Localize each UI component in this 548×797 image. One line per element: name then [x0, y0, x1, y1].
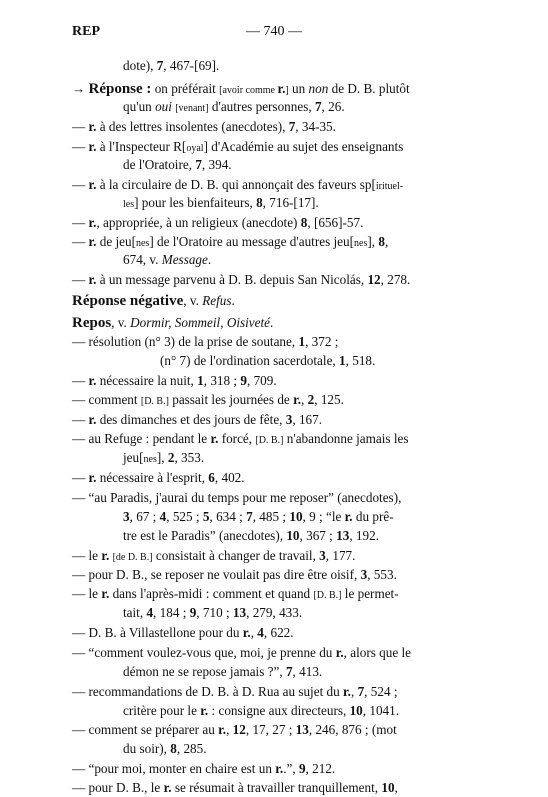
index-text: — pour D. B., le — [72, 780, 164, 795]
index-text: , 394. — [201, 157, 232, 172]
index-text: 8 — [378, 234, 385, 249]
index-text: , — [394, 780, 398, 795]
index-line — [72, 547, 548, 565]
index-text: , 279, 433. — [246, 605, 303, 620]
index-text: — résolution (n° 3) de la prise de soutane, — [72, 334, 299, 349]
index-text: , 553. — [367, 567, 397, 582]
index-text: 6 — [208, 470, 215, 485]
index-text: , 125. — [314, 392, 344, 407]
running-head: REP — [72, 24, 100, 39]
index-text: , 485 ; — [252, 509, 290, 524]
index-line — [72, 118, 548, 136]
index-line — [123, 156, 548, 174]
index-text: , — [226, 722, 233, 737]
index-text: 7 — [357, 684, 365, 699]
index-line — [123, 57, 548, 75]
index-text: , 212. — [305, 761, 336, 776]
index-text: , 413. — [292, 664, 323, 679]
index-text: 1 — [339, 353, 346, 368]
index-text: r. — [88, 234, 97, 249]
index-text: à l'Inspecteur R[ — [96, 139, 187, 154]
index-text: , 525 ; — [166, 509, 203, 524]
index-text: , 467-[69]. — [163, 58, 220, 73]
index-line — [72, 233, 548, 251]
index-text: r. — [88, 470, 97, 485]
index-text: r. — [88, 373, 97, 388]
index-text: 8 — [256, 195, 263, 210]
index-line — [72, 214, 548, 232]
index-text: — comment — [72, 392, 141, 407]
index-line — [160, 352, 548, 370]
index-text: 10 — [286, 528, 300, 543]
index-text: , 710 ; — [196, 605, 233, 620]
index-text: 9 — [240, 373, 247, 388]
index-text: , 177. — [325, 548, 356, 563]
index-text: , v. — [183, 293, 203, 308]
index-text: [D. B.] — [255, 435, 284, 446]
index-line — [72, 80, 548, 98]
index-text: , 67 ; — [129, 509, 160, 524]
index-text: un — [288, 81, 309, 96]
index-text: nes — [354, 238, 368, 249]
index-text: — “pour moi, monter en chaire est un — [72, 761, 276, 776]
index-text: tait, — [123, 605, 147, 620]
index-text: Réponse : — [88, 81, 152, 97]
index-text: 7 — [314, 99, 322, 114]
index-text: [venant] — [175, 103, 209, 114]
index-line — [123, 508, 548, 526]
index-text: 3 — [360, 567, 368, 582]
index-text: , 34-35. — [295, 119, 336, 134]
index-text: r. — [163, 780, 172, 795]
index-line — [72, 430, 548, 448]
index-text: r. — [218, 722, 227, 737]
index-text: 4 — [146, 605, 154, 620]
index-text: r. — [210, 431, 219, 446]
index-text: 13 — [336, 528, 350, 543]
index-text: — pour D. B., se reposer ne voulait pas dire être oisif, — [72, 567, 361, 582]
index-line — [123, 527, 548, 545]
index-text: , 709. — [246, 373, 277, 388]
index-text: — D. B. à Villastellone pour du — [72, 625, 243, 640]
index-text: des dimanches et des jours de fête, — [96, 412, 286, 427]
index-text: , 1041. — [362, 703, 400, 718]
index-line — [72, 683, 548, 701]
index-text: nes — [135, 238, 150, 249]
index-text: ] de l'Oratoire au message d'autres jeu[ — [149, 234, 355, 249]
index-text: — — [72, 119, 89, 134]
index-text: se résumait à travailler tranquillement, — [171, 780, 382, 795]
index-text: 7 — [156, 58, 164, 73]
index-line — [72, 411, 548, 429]
index-text: r. — [335, 645, 344, 660]
index-text: ] pour les bienfaiteurs, — [134, 195, 257, 210]
index-text: nécessaire la nuit, — [96, 373, 198, 388]
index-text: r. — [88, 177, 97, 192]
index-text: 13 — [232, 605, 247, 620]
index-text: , 353. — [174, 450, 205, 465]
index-line — [72, 271, 548, 289]
index-line — [72, 314, 548, 332]
index-text: [D. B.] — [313, 590, 342, 601]
index-text: irituel- — [375, 181, 404, 192]
index-text: (n° 7) de l'ordination sacerdotale, — [160, 353, 340, 368]
index-text: 13 — [295, 722, 309, 737]
index-text: , 622. — [263, 625, 294, 640]
index-text: ] — [285, 85, 289, 96]
index-text: r. — [88, 139, 97, 154]
index-line — [123, 251, 548, 269]
index-text: , 402. — [214, 470, 245, 485]
index-text: — — [72, 373, 89, 388]
index-text: oyal — [186, 143, 204, 154]
index-text: 7 — [195, 157, 202, 172]
index-text: , 167. — [292, 412, 323, 427]
index-text: à un message parvenu à D. B. depuis San Nicolás, — [96, 272, 368, 287]
index-text: consistait à changer de travail, — [152, 548, 320, 563]
index-text: ], — [367, 234, 379, 249]
index-text: 10 — [289, 509, 303, 524]
index-text: de l'Oratoire, — [123, 157, 196, 172]
index-text: — — [72, 412, 89, 427]
index-text: dote), — [123, 58, 157, 73]
index-line — [72, 138, 548, 156]
index-text: r. — [242, 625, 251, 640]
page-header — [72, 24, 476, 44]
index-text: jeu[ — [123, 450, 144, 465]
index-line — [72, 721, 548, 739]
index-line — [123, 604, 548, 622]
index-text: non — [308, 81, 329, 96]
index-text: 4 — [159, 509, 167, 524]
index-text: — — [72, 177, 89, 192]
index-text: nes — [143, 454, 157, 465]
index-text: r. — [344, 509, 353, 524]
page-number: — 740 — — [246, 24, 302, 39]
index-text: , [656]-57. — [307, 215, 364, 230]
index-text: de jeu[ — [96, 234, 136, 249]
index-text: — — [72, 272, 89, 287]
index-text: r. — [88, 119, 97, 134]
index-text: 7 — [246, 509, 253, 524]
index-text: , 518. — [345, 353, 376, 368]
index-text: — au Refuge : pendant le — [72, 431, 211, 446]
index-text: dans l'après-midi : comment et quand — [109, 586, 314, 601]
index-text: forcé, — [218, 431, 256, 446]
index-line — [72, 372, 548, 390]
index-text: 8 — [170, 741, 177, 756]
index-text: , 716-[17]. — [262, 195, 319, 210]
index-text: : consigne aux directeurs, — [208, 703, 350, 718]
index-text: , 9 ; “le — [302, 509, 345, 524]
index-text: — — [72, 234, 89, 249]
index-text: Message — [161, 252, 208, 267]
index-text: , 278. — [380, 272, 411, 287]
index-line — [72, 644, 548, 662]
index-text: .”, — [283, 761, 299, 776]
index-text: , 524 ; — [364, 684, 398, 699]
index-text: , — [250, 625, 258, 640]
index-text: 10 — [381, 780, 395, 795]
index-line — [123, 449, 548, 467]
index-text: , 26. — [321, 99, 345, 114]
index-line — [72, 176, 548, 194]
index-text: — recommandations de D. B. à D. Rua au sujet du — [72, 684, 344, 699]
index-text: 7 — [285, 664, 293, 679]
index-text: tre est le Paradis” (anecdotes), — [123, 528, 287, 543]
index-line — [123, 740, 548, 758]
index-line — [72, 566, 548, 584]
index-text: , v. — [111, 315, 131, 330]
index-text: r. — [343, 684, 351, 699]
index-text: Refus — [202, 293, 232, 308]
index-text: , 192. — [349, 528, 379, 543]
index-text: n'abandonne jamais les — [283, 431, 409, 446]
index-text: r. — [101, 586, 110, 601]
index-text: du prê- — [352, 509, 394, 524]
index-text: , 184 ; — [153, 605, 190, 620]
index-text: , — [384, 234, 389, 249]
index-text: 10 — [349, 703, 363, 718]
index-text: r. — [88, 215, 97, 230]
index-text: ], — [156, 450, 168, 465]
index-line — [72, 333, 548, 351]
index-line — [72, 779, 548, 797]
index-text: 3 — [285, 412, 293, 427]
index-text: Réponse négative — [72, 293, 184, 309]
index-text: 12 — [232, 722, 246, 737]
index-line — [123, 663, 548, 681]
index-text: 5 — [202, 509, 210, 524]
index-text: , — [350, 684, 358, 699]
index-line — [72, 624, 548, 642]
index-text: qu'un — [123, 99, 156, 114]
index-text: 3 — [123, 509, 130, 524]
index-line — [72, 469, 548, 487]
index-text: r. — [200, 703, 209, 718]
index-text: — le — [72, 548, 102, 563]
index-text: oui — [155, 99, 172, 114]
index-text: , appropriée, à un religieux (anecdote) — [96, 215, 301, 230]
index-text: Repos — [72, 315, 112, 331]
index-text: 9 — [298, 761, 306, 776]
index-text: d'autres personnes, — [208, 99, 315, 114]
index-line — [72, 760, 548, 778]
index-text: r. — [275, 761, 284, 776]
index-text: le permet- — [341, 586, 399, 601]
index-text: — “comment voulez-vous que, moi, je prenne du — [72, 645, 336, 660]
index-text: , 367 ; — [299, 528, 337, 543]
index-text: r. — [88, 412, 97, 427]
index-text: , alors que le — [343, 645, 412, 660]
index-text: on préférait — [151, 81, 220, 96]
index-text: ] d'Académie au sujet des enseignants — [203, 139, 404, 154]
index-text: 2 — [307, 392, 315, 407]
index-text: — — [72, 215, 89, 230]
index-text: — le — [72, 586, 102, 601]
index-text: Dormir, Sommeil, Oisiveté — [130, 315, 271, 330]
index-text: r. — [277, 81, 286, 96]
index-text: — — [72, 470, 89, 485]
index-text: 8 — [300, 215, 308, 230]
index-text: passait les journées de — [168, 392, 294, 407]
index-text: 3 — [319, 548, 326, 563]
index-text: , — [301, 392, 308, 407]
index-line — [123, 702, 548, 720]
index-text: r. — [101, 548, 110, 563]
index-text: [avoir comme — [219, 85, 278, 96]
index-text: , 285. — [176, 741, 207, 756]
index-text: 12 — [367, 272, 381, 287]
index-text: — “au Paradis, j'aurai du temps pour me reposer” (anecdotes), — [72, 490, 402, 505]
index-line — [72, 391, 548, 409]
index-line — [72, 585, 548, 603]
index-line — [72, 489, 548, 507]
index-text: critère pour le — [123, 703, 201, 718]
index-text: 1 — [298, 334, 306, 349]
index-text: 9 — [189, 605, 197, 620]
index-line — [72, 292, 548, 310]
index-text: , 246, 876 ; (mot — [308, 722, 397, 737]
index-text: , 318 ; — [203, 373, 241, 388]
index-text: [de D. B.] — [112, 552, 153, 563]
index-text: , 17, 27 ; — [245, 722, 296, 737]
index-text: les — [123, 199, 135, 210]
index-line — [123, 194, 548, 212]
index-text: 674, v. — [123, 252, 162, 267]
index-text: démon ne se repose jamais ?”, — [123, 664, 286, 679]
index-text: à des lettres insolentes (anecdotes), — [96, 119, 289, 134]
index-text: . — [231, 293, 235, 308]
index-text: [D. B.] — [140, 396, 169, 407]
index-text: 7 — [288, 119, 296, 134]
index-text: . — [207, 252, 212, 267]
index-text: 1 — [197, 373, 204, 388]
index-text: du soir), — [123, 741, 171, 756]
index-text: — — [72, 139, 89, 154]
index-text: r. — [88, 272, 97, 287]
index-text: , 372 ; — [305, 334, 339, 349]
index-text: nécessaire à l'esprit, — [96, 470, 209, 485]
index-line — [123, 98, 548, 116]
index-text: . — [270, 315, 274, 330]
index-text: de D. B. plutôt — [328, 81, 410, 96]
index-text: — comment se préparer au — [72, 722, 219, 737]
index-text: 4 — [257, 625, 264, 640]
index-text: r. — [293, 392, 302, 407]
index-text: → — [72, 81, 89, 96]
index-text: , 634 ; — [209, 509, 247, 524]
index-text: à la circulaire de D. B. qui annonçait des faveurs sp[ — [96, 177, 376, 192]
index-text: 2 — [167, 450, 175, 465]
